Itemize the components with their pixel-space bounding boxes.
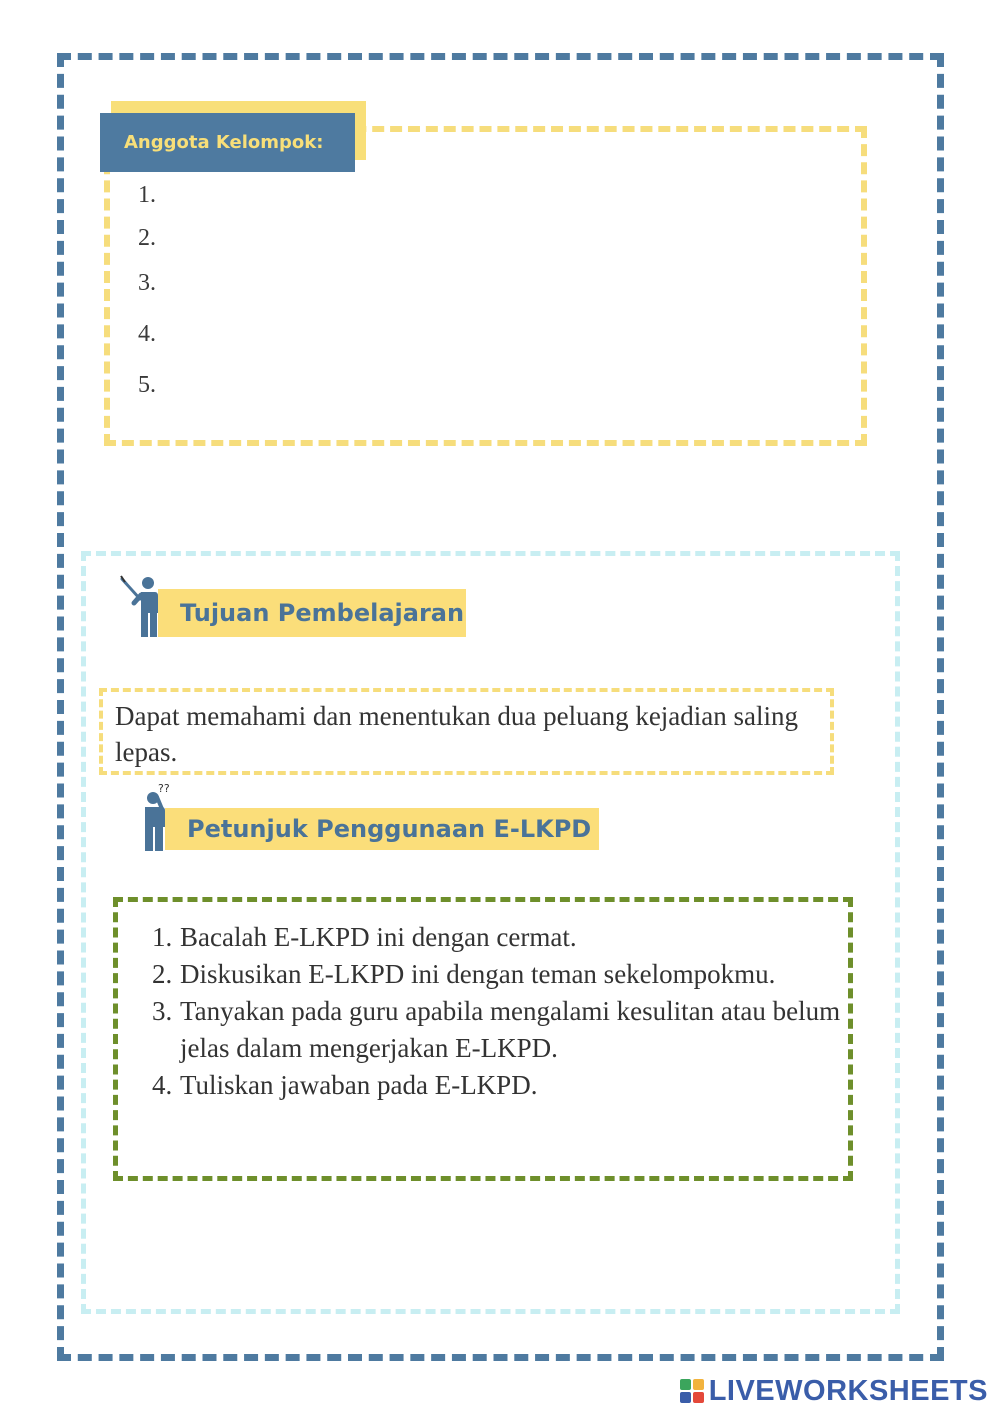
logo-square-yellow — [693, 1379, 704, 1390]
members-title: Anggota Kelompok: — [100, 113, 355, 172]
guide-item-text: Diskusikan E-LKPD ini dengan teman sekelompokmu. — [180, 959, 776, 989]
liveworksheets-watermark[interactable] — [680, 1373, 988, 1409]
liveworksheets-logo-icon — [680, 1379, 704, 1403]
logo-square-blue — [680, 1392, 691, 1403]
logo-square-red — [693, 1392, 704, 1403]
guide-item — [152, 993, 842, 1067]
guide-list — [152, 919, 842, 1104]
watermark-text: LIVEWORKSHEETS — [708, 1374, 988, 1407]
member-number-5: 5. — [138, 372, 156, 398]
guide-item-number: 2. — [152, 959, 173, 989]
members-box — [104, 126, 867, 446]
logo-square-green — [680, 1379, 691, 1390]
goal-heading: Tujuan Pembelajaran — [158, 589, 466, 637]
guide-item-number: 1. — [152, 922, 173, 952]
guide-item-text: Bacalah E-LKPD ini dengan cermat. — [180, 922, 577, 952]
guide-item — [152, 919, 842, 956]
guide-item — [152, 1067, 842, 1104]
member-number-4: 4. — [138, 321, 156, 347]
goal-text: Dapat memahami dan menentukan dua peluang kejadian saling lepas. — [99, 688, 834, 775]
guide-item-text: Tanyakan pada guru apabila mengalami kesulitan atau belum jelas dalam mengerjakan E-LKPD. — [180, 996, 841, 1063]
thinking-person-icon — [136, 781, 176, 853]
guide-heading: Petunjuk Penggunaan E-LKPD — [165, 808, 599, 850]
member-number-3: 3. — [138, 270, 156, 296]
member-number-1: 1. — [138, 182, 156, 208]
guide-item-text: Tuliskan jawaban pada E-LKPD. — [180, 1070, 538, 1100]
guide-item — [152, 956, 842, 993]
svg-text:??: ?? — [158, 782, 170, 795]
guide-item-number: 4. — [152, 1070, 173, 1100]
member-number-2: 2. — [138, 225, 156, 251]
teacher-pointer-icon — [118, 573, 164, 639]
guide-item-number: 3. — [152, 996, 173, 1026]
